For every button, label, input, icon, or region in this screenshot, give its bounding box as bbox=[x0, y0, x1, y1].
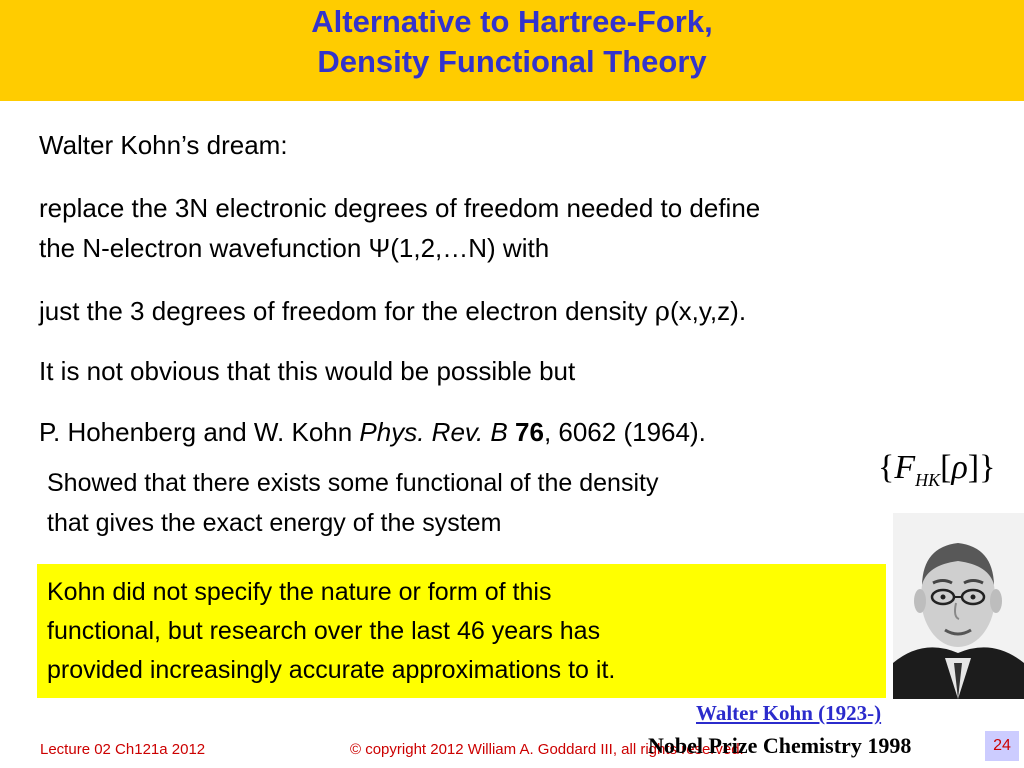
highlight-line-3: provided increasingly accurate approximations to it. bbox=[47, 656, 616, 684]
formula-rho: ρ bbox=[951, 449, 968, 486]
formula-subscript: HK bbox=[915, 469, 941, 490]
hk-functional-formula bbox=[878, 448, 995, 500]
formula-trailing: } bbox=[979, 449, 996, 486]
functional-line-2: that gives the exact energy of the system bbox=[47, 509, 502, 537]
reference-volume: 76 bbox=[515, 417, 544, 447]
nobel-prize-caption: Nobel Prize Chemistry 1998 bbox=[648, 733, 912, 758]
formula-close-bracket: ] bbox=[967, 449, 980, 486]
kohn-dream-heading: Walter Kohn’s dream: bbox=[39, 130, 288, 160]
photo-caption: Walter Kohn (1923-) bbox=[696, 701, 882, 725]
reference-pages-year: , 6062 (1964). bbox=[543, 417, 706, 447]
dream-line-1: replace the 3N electronic degrees of freedom needed to define bbox=[39, 193, 761, 223]
highlight-line-1: Kohn did not specify the nature or form of this bbox=[47, 578, 552, 606]
page-number: 24 bbox=[985, 731, 1019, 761]
slide-title-line-1: Alternative to Hartree-Fork, bbox=[311, 4, 713, 39]
reference-journal: Phys. Rev. B bbox=[359, 417, 508, 447]
dream-line-2: the N-electron wavefunction Ψ(1,2,…N) with bbox=[39, 233, 550, 263]
density-text: just the 3 degrees of freedom for the electron density bbox=[39, 296, 655, 326]
formula-open-bracket: [ bbox=[940, 449, 952, 486]
formula-symbol: F bbox=[894, 449, 916, 486]
portrait-image bbox=[893, 513, 1024, 699]
highlight-line-2: functional, but research over the last 46 years has bbox=[47, 617, 601, 645]
highlight-box bbox=[37, 564, 886, 698]
reference-authors: P. Hohenberg and W. Kohn bbox=[39, 417, 360, 447]
footer-lecture: Lecture 02 Ch121a 2012 bbox=[40, 741, 206, 758]
not-obvious-statement: It is not obvious that this would be possible but bbox=[39, 356, 576, 386]
density-coords: (x,y,z). bbox=[669, 296, 747, 326]
footer-copyright: © copyright 2012 William A. Goddard III, all rights reserved. bbox=[350, 741, 744, 758]
functional-line-1: Showed that there exists some functional of the density bbox=[47, 469, 659, 497]
slide-title-line-2: Density Functional Theory bbox=[317, 44, 707, 79]
reference-citation bbox=[39, 414, 706, 450]
density-statement bbox=[39, 293, 746, 330]
walter-kohn-photo bbox=[893, 513, 1024, 699]
formula-open-brace: { bbox=[878, 449, 895, 486]
slide-title bbox=[0, 2, 1024, 82]
rho-symbol: ρ bbox=[654, 297, 670, 327]
